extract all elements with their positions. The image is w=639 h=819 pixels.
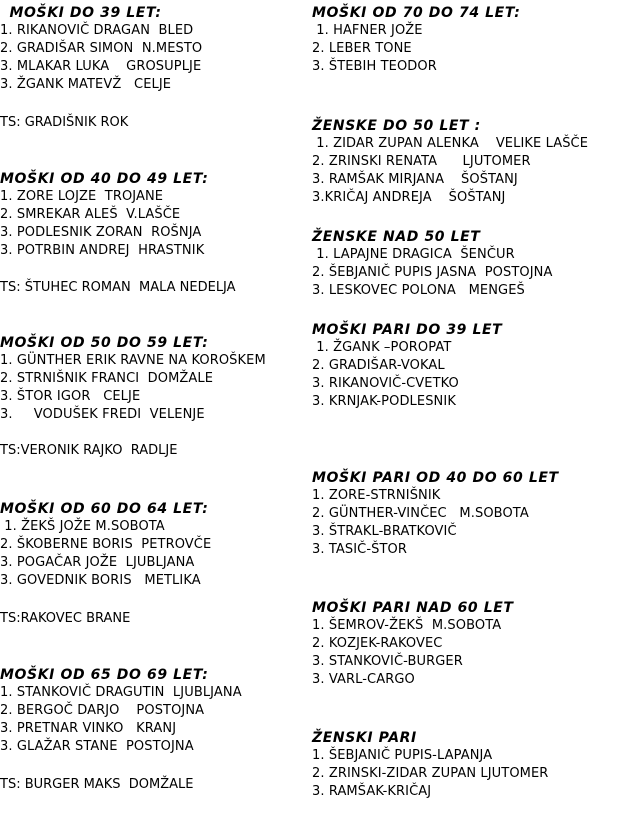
category-block-men-60-64 — [0, 500, 211, 590]
result-line: 1. ŽGANK –POROPAT — [312, 340, 452, 355]
category-heading: MOŠKI OD 60 DO 64 LET: — [0, 501, 209, 517]
result-line: 3. ŠTOR IGOR CELJE — [0, 389, 141, 404]
result-line: 3.KRIČAJ ANDREJA ŠOŠTANJ — [312, 190, 506, 205]
category-block-men-40-49 — [0, 170, 208, 260]
category-heading: ŽENSKE DO 50 LET : — [312, 118, 481, 134]
result-line: 2. BERGOČ DARJO POSTOJNA — [0, 703, 205, 718]
category-block-men-pairs-40-60 — [312, 469, 559, 559]
result-line: 3. POTRBIN ANDREJ HRASTNIK — [0, 243, 205, 258]
category-heading: MOŠKI PARI DO 39 LET — [312, 322, 503, 338]
result-line: 2. GRADIŠAR SIMON N.MESTO — [0, 41, 203, 56]
result-line: 1. ŽEKŠ JOŽE M.SOBOTA — [0, 519, 165, 534]
result-line: 3. MLAKAR LUKA GROSUPLJE — [0, 59, 202, 74]
category-block-men-pairs-over-60 — [312, 599, 514, 689]
category-block-men-pairs-up-to-39 — [312, 321, 502, 411]
category-block-men-65-69 — [0, 666, 242, 756]
result-line: 3. KRNJAK-PODLESNIK — [312, 394, 456, 409]
ts-line: TS:RAKOVEC BRANE — [0, 611, 131, 626]
result-line: 3. RIKANOVIČ-CVETKO — [312, 376, 459, 391]
result-line: 1. HAFNER JOŽE — [312, 23, 423, 38]
result-line: 3. STANKOVIČ-BURGER — [312, 654, 463, 669]
result-line: 3. VARL-CARGO — [312, 672, 415, 687]
result-line: 1. STANKOVIČ DRAGUTIN LJUBLJANA — [0, 685, 242, 700]
category-block-women-over-50 — [312, 228, 552, 300]
result-line: 2. GÜNTHER-VINČEC M.SOBOTA — [312, 506, 529, 521]
result-line: 2. SMREKAR ALEŠ V.LAŠČE — [0, 207, 181, 222]
result-line: 2. KOZJEK-RAKOVEC — [312, 636, 443, 651]
result-line: 3. GOVEDNIK BORIS METLIKA — [0, 573, 201, 588]
ts-line: TS:VERONIK RAJKO RADLJE — [0, 443, 178, 458]
result-line: 3. PRETNAR VINKO KRANJ — [0, 721, 177, 736]
category-heading: ŽENSKE NAD 50 LET — [312, 229, 481, 245]
category-block-women-up-to-50 — [312, 117, 588, 207]
result-line: 1. LAPAJNE DRAGICA ŠENČUR — [312, 247, 515, 262]
result-line: 3. POGAČAR JOŽE LJUBLJANA — [0, 555, 195, 570]
result-line: 2. LEBER TONE — [312, 41, 412, 56]
result-line: 2. STRNIŠNIK FRANCI DOMŽALE — [0, 371, 214, 386]
result-line: 1. GÜNTHER ERIK RAVNE NA KOROŠKEM — [0, 353, 266, 368]
result-line: 1. ZORE-STRNIŠNIK — [312, 488, 441, 503]
result-line: 3. ŽGANK MATEVŽ CELJE — [0, 77, 172, 92]
result-line: 2. ZRINSKI-ZIDAR ZUPAN LJUTOMER — [312, 766, 549, 781]
result-line: 2. ŠEBJANIČ PUPIS JASNA POSTOJNA — [312, 265, 553, 280]
category-heading: MOŠKI DO 39 LET: — [4, 5, 162, 21]
result-line: 2. GRADIŠAR-VOKAL — [312, 358, 445, 373]
ts-line: TS: GRADIŠNIK ROK — [0, 115, 129, 130]
category-heading: MOŠKI PARI OD 40 DO 60 LET — [312, 470, 559, 486]
result-line: 3. LESKOVEC POLONA MENGEŠ — [312, 283, 525, 298]
result-line: 2. ŠKOBERNE BORIS PETROVČE — [0, 537, 212, 552]
category-block-men-50-59 — [0, 334, 266, 424]
result-line: 2. ZRINSKI RENATA LJUTOMER — [312, 154, 531, 169]
category-heading: MOŠKI OD 65 DO 69 LET: — [0, 667, 209, 683]
category-heading: MOŠKI OD 50 DO 59 LET: — [0, 335, 209, 351]
result-line: 1. ZIDAR ZUPAN ALENKA VELIKE LAŠČE — [312, 136, 589, 151]
result-line: 1. ZORE LOJZE TROJANE — [0, 189, 164, 204]
result-line: 3. RAMŠAK MIRJANA ŠOŠTANJ — [312, 172, 518, 187]
result-line: 1. ŠEMROV-ŽEKŠ M.SOBOTA — [312, 618, 502, 633]
result-line: 1. RIKANOVIČ DRAGAN BLED — [0, 23, 194, 38]
result-line: 3. ŠTEBIH TEODOR — [312, 59, 437, 74]
result-line: 3. RAMŠAK-KRIČAJ — [312, 784, 432, 799]
result-line: 3. PODLESNIK ZORAN ROŠNJA — [0, 225, 202, 240]
result-line: 3. VODUŠEK FREDI VELENJE — [0, 407, 205, 422]
ts-line: TS: ŠTUHEC ROMAN MALA NEDELJA — [0, 280, 236, 295]
category-block-women-pairs — [312, 729, 548, 801]
category-heading: MOŠKI OD 70 DO 74 LET: — [312, 5, 521, 21]
category-block-men-70-74 — [312, 4, 520, 76]
result-line: 3. TASIČ-ŠTOR — [312, 542, 407, 557]
ts-line: TS: BURGER MAKS DOMŽALE — [0, 777, 194, 792]
result-line: 3. ŠTRAKL-BRATKOVIČ — [312, 524, 457, 539]
result-line: 3. GLAŽAR STANE POSTOJNA — [0, 739, 194, 754]
category-block-men-up-to-39 — [0, 4, 202, 94]
category-heading: MOŠKI OD 40 DO 49 LET: — [0, 171, 209, 187]
result-line: 1. ŠEBJANIČ PUPIS-LAPANJA — [312, 748, 493, 763]
category-heading: ŽENSKI PARI — [312, 730, 417, 746]
category-heading: MOŠKI PARI NAD 60 LET — [312, 600, 514, 616]
